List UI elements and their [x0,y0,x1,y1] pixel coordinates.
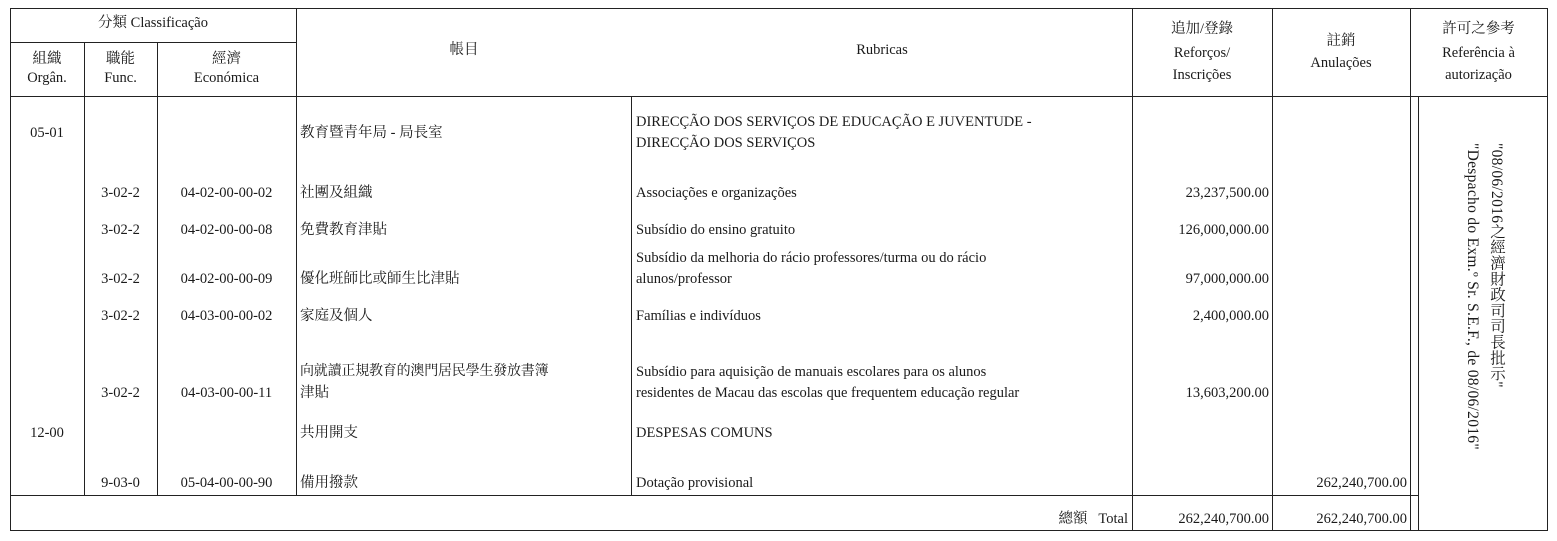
row-item-cn: 優化班師比或師生比津貼 [300,271,460,287]
row-func: 3-02-2 [101,271,140,287]
row-rubrica-line1: DIRECÇÃO DOS SERVIÇOS DE EDUCAÇÃO E JUVENTUDE - [636,114,1032,130]
row-item-cn-line2: 津貼 [300,385,329,401]
row-rubrica: Associações e organizações [636,185,797,201]
row-item-cn: 免費教育津貼 [300,222,387,238]
authorization-reference-pt: "Despacho do Exm.º Sr. S.E.F., de 08/06/2016" [1464,143,1481,450]
row-reforco-amount: 13,603,200.00 [1185,385,1269,401]
header-reforcos-cn: 追加/登錄 [1170,21,1234,37]
row-rubrica-line2: DIRECÇÃO DOS SERVIÇOS [636,135,816,151]
header-classification: 分類 Classificação [98,15,208,31]
row-item-cn-line1: 向就讀正規教育的澳門居民學生發放書簿 [300,364,549,379]
col-divider-anulacoes [1410,8,1411,530]
col-divider-organ [84,42,85,495]
header-organ-pt: Orgân. [27,70,67,86]
row-func: 3-02-2 [101,385,140,401]
row-econ: 04-03-00-00-02 [180,308,273,324]
classification-divider [10,42,296,43]
header-reference-cn: 許可之參考 [1442,21,1515,37]
row-reforco-amount: 2,400,000.00 [1192,308,1269,324]
table-border-bottom [10,530,1548,531]
row-rubrica-line1: Subsídio para aquisição de manuais escolares para os alunos [636,364,987,380]
header-func-pt: Func. [104,70,137,86]
header-econ-pt: Económica [193,70,260,86]
header-bottom-rule [10,96,1548,97]
table-border-top [10,8,1548,9]
col-divider-reforcos [1272,8,1273,530]
row-rubrica: Famílias e indivíduos [636,308,761,324]
header-rubricas: Rubricas [856,42,908,58]
row-func: 3-02-2 [101,222,140,238]
header-organ-cn: 組織 [32,51,62,67]
row-econ: 05-04-00-00-90 [180,475,273,491]
row-rubrica-line2: residentes de Macau das escolas que frequentem educação regular [636,385,1020,401]
row-rubrica-line1: Subsídio da melhoria do rácio professores/turma ou do rácio [636,250,987,266]
row-func: 3-02-2 [101,308,140,324]
header-func-cn: 職能 [106,51,135,67]
row-rubrica: Subsídio do ensino gratuito [636,222,796,238]
col-divider-item [631,96,632,495]
total-top-rule [10,495,1418,496]
header-item-cn: 帳目 [449,42,479,58]
row-rubrica: DESPESAS COMUNS [636,425,773,441]
total-reforco-amount: 262,240,700.00 [1178,511,1269,527]
row-reforco-amount: 23,237,500.00 [1185,185,1269,201]
row-econ: 04-02-00-00-09 [180,271,273,287]
header-econ-cn: 經濟 [212,51,241,67]
total-anulacao-amount: 262,240,700.00 [1316,511,1407,527]
row-func: 3-02-2 [101,185,140,201]
col-divider-rubricas [1132,8,1133,530]
row-item-cn: 教育暨青年局 - 局長室 [300,125,443,141]
header-anulacoes-cn: 註銷 [1326,33,1356,49]
row-econ: 04-03-00-00-11 [180,385,273,401]
col-divider-econ [296,8,297,495]
row-econ: 04-02-00-00-02 [180,185,273,201]
table-border-right [1547,8,1548,531]
header-reforcos-pt1: Reforços/ [1173,45,1231,61]
col-divider-anulacoes-2 [1418,96,1419,530]
row-item-cn: 社團及組織 [300,185,373,201]
col-divider-func [157,42,158,495]
row-rubrica: Dotação provisional [636,475,754,491]
total-label-pt: Total [1098,511,1128,527]
row-anulacao-amount: 262,240,700.00 [1316,475,1407,491]
row-rubrica-line2: alunos/professor [636,271,732,287]
row-reforco-amount: 97,000,000.00 [1185,271,1269,287]
row-organ: 05-01 [30,125,64,141]
header-reference-pt2: autorização [1445,67,1512,83]
header-reforcos-pt2: Inscrições [1172,67,1232,83]
total-label [640,510,1128,528]
authorization-reference-cn: "08/06/2016之經濟財政司司長批示" [1488,143,1505,388]
authorization-reference [1460,143,1508,450]
total-label-cn: 總額 [1058,511,1088,527]
row-econ: 04-02-00-00-08 [180,222,273,238]
row-item-cn: 共用開支 [300,425,358,441]
row-func: 9-03-0 [101,475,140,491]
header-reference-pt1: Referência à [1442,45,1515,61]
row-organ: 12-00 [30,425,64,441]
row-item-cn: 家庭及個人 [300,308,373,324]
row-item-cn: 備用撥款 [300,475,358,491]
row-reforco-amount: 126,000,000.00 [1178,222,1269,238]
header-anulacoes-pt: Anulações [1310,55,1372,71]
